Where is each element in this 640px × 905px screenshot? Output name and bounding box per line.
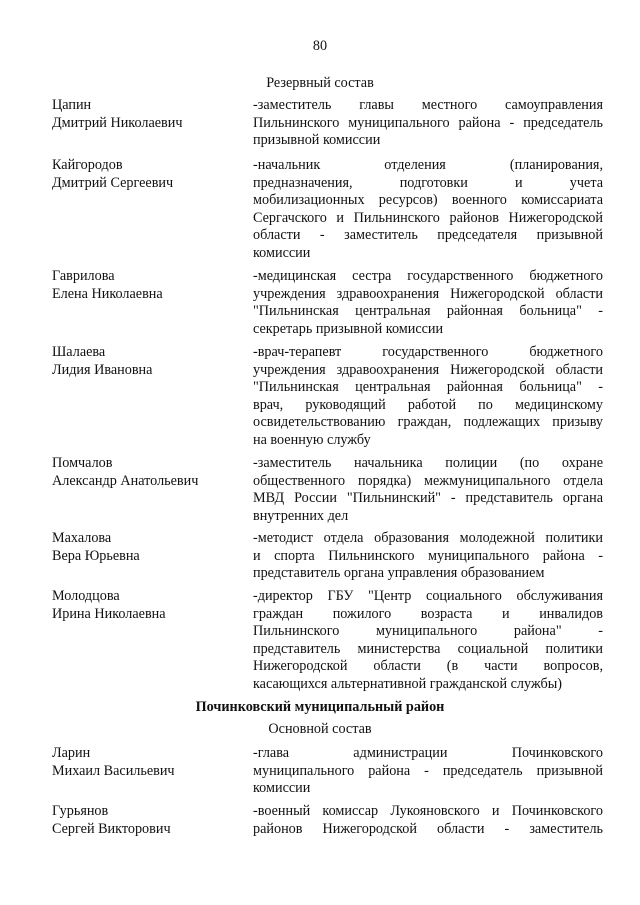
role-line: муниципального района - председатель призывной [253, 762, 603, 779]
member-name [52, 530, 242, 565]
member-surname: Кайгородов [52, 157, 123, 173]
role-line: Пильнинского муниципального района - председатель [253, 114, 603, 131]
role-line: "Пильнинская центральная районная больница" - [253, 303, 603, 320]
member-role [253, 530, 603, 583]
member-surname: Гаврилова [52, 268, 115, 284]
member-name [52, 268, 242, 303]
member-given-names: Ирина Николаевна [52, 605, 166, 622]
role-line: граждан пожилого возраста и инвалидов [253, 605, 603, 622]
member-surname: Помчалов [52, 455, 113, 471]
role-line: внутренних дел [253, 507, 349, 524]
role-line: представитель министерства социальной политики [253, 640, 603, 657]
member-role [253, 588, 603, 694]
role-line: районов Нижегородской области - заместитель [253, 820, 603, 837]
role-line: -глава администрации Починковского [253, 745, 603, 761]
role-line: касающихся альтернативной гражданской службы) [253, 675, 562, 692]
member-name [52, 97, 242, 132]
member-role [253, 157, 603, 263]
member-given-names: Дмитрий Сергеевич [52, 174, 174, 191]
member-given-names: Сергей Викторович [52, 820, 171, 837]
role-line: и спорта Пильнинского муниципального района - [253, 547, 603, 564]
role-line: -врач-терапевт государственного бюджетного [253, 344, 603, 360]
role-line: -начальник отделения (планирования, [253, 157, 603, 173]
member-role [253, 803, 603, 838]
role-line: Пильнинского муниципального района" - [253, 623, 603, 640]
member-given-names: Дмитрий Николаевич [52, 114, 183, 131]
role-line: -военный комиссар Лукояновского и Починковского [253, 803, 603, 819]
member-name [52, 588, 242, 623]
member-surname: Молодцова [52, 588, 120, 604]
role-line: -директор ГБУ "Центр социального обслуживания [253, 588, 603, 604]
member-surname: Махалова [52, 530, 112, 546]
role-line: мобилизационных ресурсов) военного комиссариата [253, 192, 603, 209]
member-name [52, 455, 242, 490]
role-line: комиссии [253, 780, 311, 797]
member-surname: Цапин [52, 97, 92, 113]
member-given-names: Михаил Васильевич [52, 762, 175, 779]
member-name [52, 745, 242, 780]
role-line: на военную службу [253, 431, 371, 448]
member-given-names: Елена Николаевна [52, 285, 163, 302]
role-line: секретарь призывной комиссии [253, 320, 444, 337]
section-title-reserve: Резервный состав [266, 75, 374, 91]
role-line: МВД России "Пильнинский" - представитель органа [253, 490, 603, 507]
role-line: "Пильнинская центральная районная больница" - [253, 379, 603, 396]
section-title-main: Основной состав [268, 721, 372, 737]
member-role [253, 268, 603, 338]
member-given-names: Александр Анатольевич [52, 472, 199, 489]
role-line: -заместитель главы местного самоуправления [253, 97, 603, 113]
member-given-names: Вера Юрьевна [52, 547, 140, 564]
member-name [52, 157, 242, 192]
role-line: призывной комиссии [253, 132, 381, 149]
district-title: Починковский муниципальный район [195, 699, 445, 715]
role-line: представитель органа управления образованием [253, 565, 545, 582]
role-line: учреждения здравоохранения Нижегородской области [253, 361, 603, 378]
member-role [253, 745, 603, 798]
role-line: общественного порядка) межмуниципального отдела [253, 472, 603, 489]
member-role [253, 344, 603, 450]
role-line: -медицинская сестра государственного бюджетного [253, 268, 603, 284]
member-surname: Гурьянов [52, 803, 109, 819]
member-surname: Шалаева [52, 344, 106, 360]
role-line: врач, руководящий работой по медицинскому [253, 396, 603, 413]
member-surname: Ларин [52, 745, 91, 761]
role-line: предназначения, подготовки и учета [253, 174, 603, 191]
member-name [52, 803, 242, 838]
role-line: -методист отдела образования молодежной политики [253, 530, 603, 546]
page-number: 80 [312, 38, 328, 54]
member-role [253, 455, 603, 525]
role-line: освидетельствованию граждан, подлежащих призыву [253, 414, 603, 431]
role-line: Нижегородской области (в части вопросов, [253, 658, 603, 675]
member-role [253, 97, 603, 150]
role-line: учреждения здравоохранения Нижегородской области [253, 285, 603, 302]
role-line: области - заместитель председателя призывной [253, 227, 603, 244]
role-line: -заместитель начальника полиции (по охране [253, 455, 603, 471]
member-given-names: Лидия Ивановна [52, 361, 153, 378]
role-line: комиссии [253, 244, 311, 261]
role-line: Сергачского и Пильнинского районов Нижегородской [253, 209, 603, 226]
member-name [52, 344, 242, 379]
